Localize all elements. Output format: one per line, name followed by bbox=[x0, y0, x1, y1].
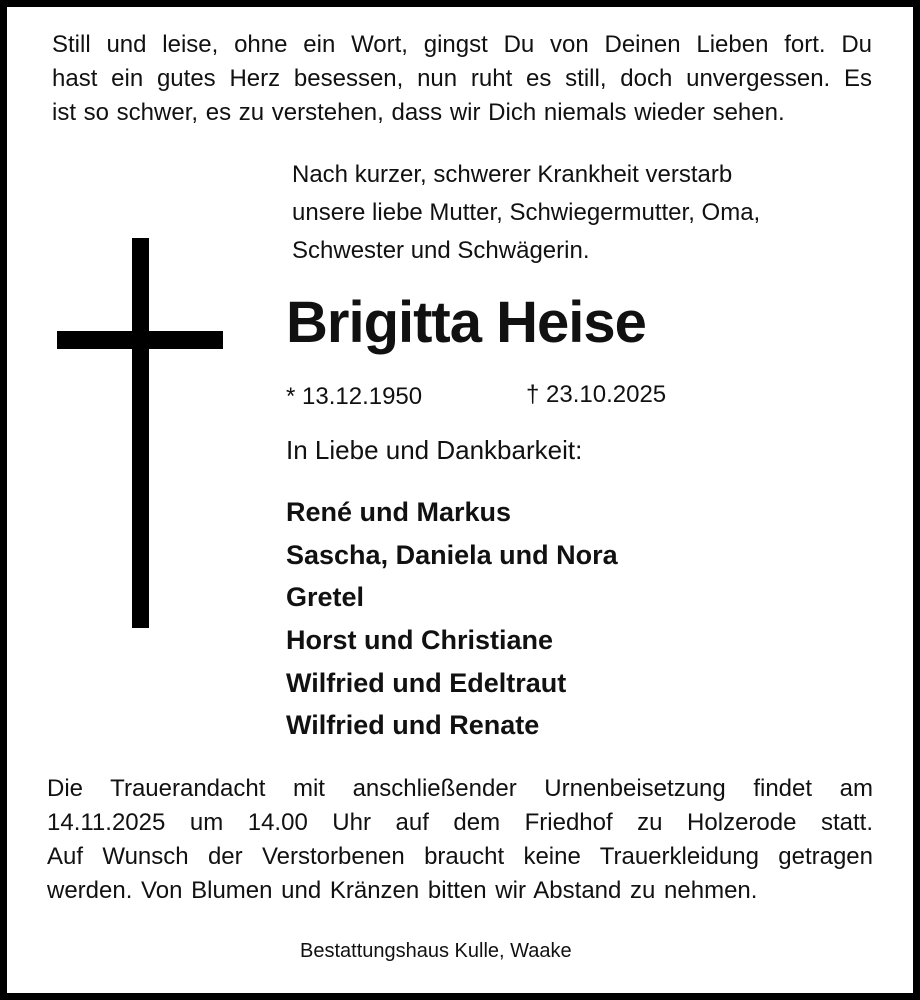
mourner: Wilfried und Edeltraut bbox=[286, 668, 567, 698]
mourner: Sascha, Daniela und Nora bbox=[286, 540, 618, 570]
intro-line: Schwester und Schwägerin. bbox=[292, 237, 590, 264]
verse-line: Still und leise, ohne ein Wort, gingst Du von Deinen Lieben fort. Du bbox=[52, 31, 872, 58]
service-line: werden. Von Blumen und Kränzen bitten wir Abstand zu nehmen. bbox=[47, 877, 758, 904]
service-line: Die Trauerandacht mit anschließender Urnenbeisetzung findet am bbox=[47, 775, 873, 802]
intro-line: Nach kurzer, schwerer Krankheit verstarb bbox=[292, 161, 733, 188]
mourner: Gretel bbox=[286, 582, 365, 612]
birth-date: * 13.12.1950 bbox=[286, 383, 423, 410]
deceased-name: Brigitta Heise bbox=[286, 290, 646, 355]
death-date: † 23.10.2025 bbox=[526, 381, 667, 408]
cross-vertical-bar bbox=[132, 238, 149, 628]
gratitude-line: In Liebe und Dankbarkeit: bbox=[286, 435, 583, 465]
service-line: 14.11.2025 um 14.00 Uhr auf dem Friedhof zu Holzerode statt. bbox=[47, 809, 873, 836]
mourner: Horst und Christiane bbox=[286, 625, 554, 655]
service-line: Auf Wunsch der Verstorbenen braucht keine Trauerkleidung getragen bbox=[47, 843, 873, 870]
funeral-home: Bestattungshaus Kulle, Waake bbox=[300, 940, 572, 962]
mourner: René und Markus bbox=[286, 497, 512, 527]
intro-line: unsere liebe Mutter, Schwiegermutter, Oma, bbox=[292, 199, 761, 226]
mourner: Wilfried und Renate bbox=[286, 710, 540, 740]
cross-horizontal-bar bbox=[57, 331, 223, 349]
verse-line: ist so schwer, es zu verstehen, dass wir Dich niemals wieder sehen. bbox=[52, 99, 785, 126]
verse-line: hast ein gutes Herz besessen, nun ruht es still, doch unvergessen. Es bbox=[52, 65, 872, 92]
